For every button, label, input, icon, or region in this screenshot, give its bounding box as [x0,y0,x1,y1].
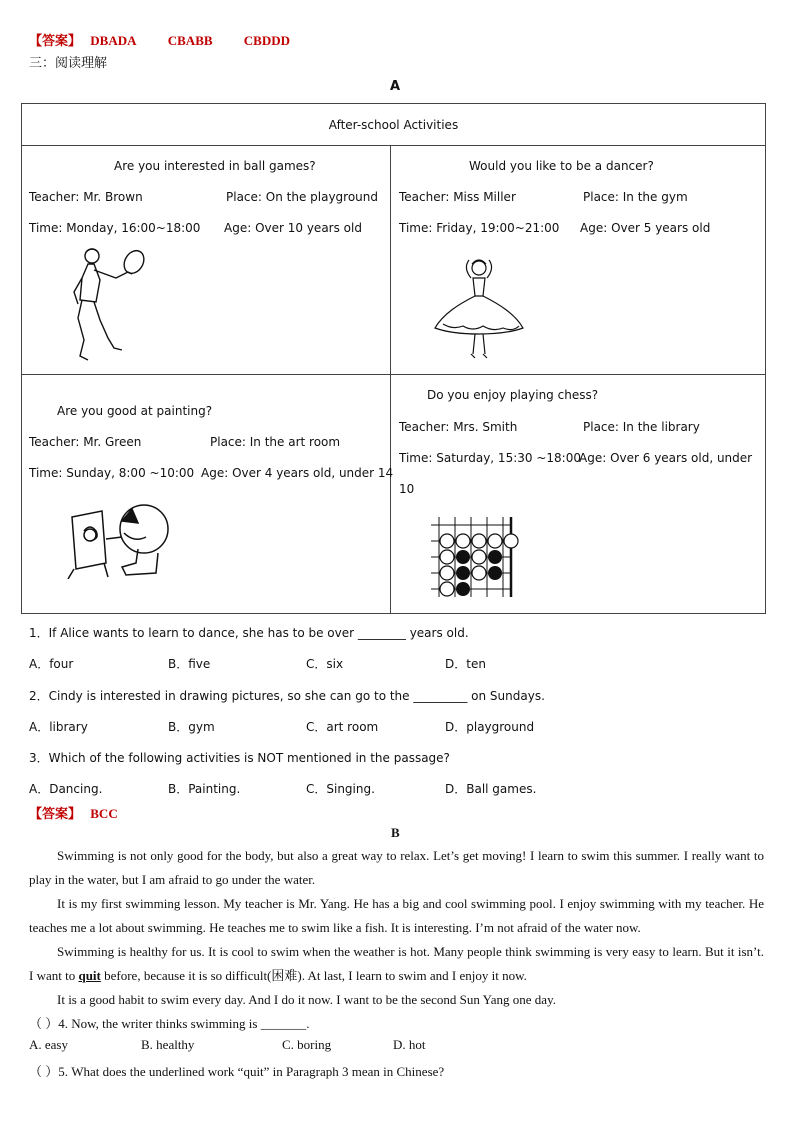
option[interactable]: C. boring [282,1037,332,1052]
option[interactable]: A．library [29,720,88,734]
question-stem: 3．Which of the following activities is NOT mentioned in the passage? [29,751,450,765]
question-stem: 2．Cindy is interested in drawing pictures, so she can go to the _________ on Sundays. [29,689,545,703]
option[interactable]: C．Singing. [306,782,375,796]
activity-time: Time: Friday, 19:00~21:00 [399,221,560,235]
activity-teacher: Teacher: Mr. Brown [29,190,143,204]
activity-cell-ball-games [22,146,391,375]
paragraph-text: before, because it is so difficult(困难). At last, I learn to swim and I enjoy it now. [104,968,527,983]
activity-age: Age: Over 10 years old [224,221,362,235]
painting-child-icon [66,497,172,579]
activity-age: Age: Over 6 years old, under [579,451,753,465]
activity-teacher: Teacher: Mrs. Smith [399,420,518,434]
option[interactable]: D．playground [445,720,535,734]
option[interactable]: B．five [168,657,211,671]
answer-line-2 [29,803,118,822]
activity-teacher: Teacher: Miss Miller [399,190,516,204]
activity-place: Place: In the library [583,420,700,434]
activity-place: Place: In the art room [210,435,341,449]
option[interactable]: B．Painting. [168,782,241,796]
activity-time: Time: Monday, 16:00~18:00 [29,221,201,235]
option[interactable]: D．ten [445,657,486,671]
paragraph: It is my first swimming lesson. My teacher is Mr. Yang. He has a big and cool swimming pool. I enjoy swimming with my teacher. He teaches me a lot about swimming. He teaches me to swim like a fish. It is interesting. I’m not afraid of the water now. [29,896,764,935]
answer-tag: 【答案】 [29,33,82,48]
answer-value: BCC [90,806,118,821]
activity-age: Age: Over 4 years old, under 14 [201,466,394,480]
paragraph: It is a good habit to swim every day. And I do it now. I want to be the second Sun Yang one day. [57,992,556,1007]
activity-heading: Are you good at painting? [57,404,213,418]
option[interactable]: C．six [306,657,344,671]
question-4-stem: （ ）4. Now, the writer thinks swimming is _______. [29,1016,310,1031]
section-title: 三：阅读理解 [29,56,108,71]
question-5-stem: （ ）5. What does the underlined work “quit” in Paragraph 3 mean in Chinese? [29,1064,445,1079]
activity-place: Place: On the playground [226,190,378,204]
option[interactable]: A. easy [29,1037,68,1052]
answer-value: DBADA [90,33,137,48]
option[interactable]: A．Dancing. [29,782,103,796]
option[interactable]: B．gym [168,720,215,734]
activity-age-continued: 10 [399,482,415,496]
activity-heading: Would you like to be a dancer? [469,159,654,173]
option[interactable]: B. healthy [141,1037,195,1052]
activity-heading: Are you interested in ball games? [114,159,316,173]
option[interactable]: C．art room [306,720,379,734]
chess-board-icon [429,515,519,597]
activity-cell-dancer [391,146,766,375]
underlined-word-quit: quit [78,968,101,983]
option[interactable]: D．Ball games. [445,782,537,796]
activity-cell-chess [391,375,766,614]
activity-cell-painting [22,375,394,614]
tennis-player-icon [70,244,150,366]
activity-teacher: Teacher: Mr. Green [29,435,142,449]
ballerina-icon [429,254,529,362]
answer-value: CBDDD [243,33,291,48]
option[interactable]: D. hot [393,1037,426,1052]
activity-age: Age: Over 5 years old [580,221,711,235]
activity-heading: Do you enjoy playing chess? [427,388,599,402]
answer-line-1 [29,30,318,49]
activity-time: Time: Saturday, 15:30 ~18:00 [399,451,581,465]
paragraph-text: Swimming is healthy for us. It is cool to swim when the weather is hot. Many people think swimming is very easy to learn. But it isn’t. I want to [29,944,764,983]
activity-place: Place: In the gym [583,190,688,204]
answer-tag: 【答案】 [29,806,82,821]
activities-table [21,103,766,614]
question-stem: 1．If Alice wants to learn to dance, she has to be over ________ years old. [29,626,469,640]
answer-value: CBABB [167,33,213,48]
activity-time: Time: Sunday, 8:00 ~10:00 [29,466,195,480]
paragraph: Swimming is not only good for the body, but also a great way to relax. Let’s get moving! I learn to swim this summer. I really want to play in the water, but I am afraid to go under the water. [29,848,764,887]
part-b-letter: B [391,825,400,840]
paragraph [29,940,764,988]
option[interactable]: A．four [29,657,74,671]
part-a-letter: A [390,79,401,94]
table-title: After-school Activities [328,118,459,132]
